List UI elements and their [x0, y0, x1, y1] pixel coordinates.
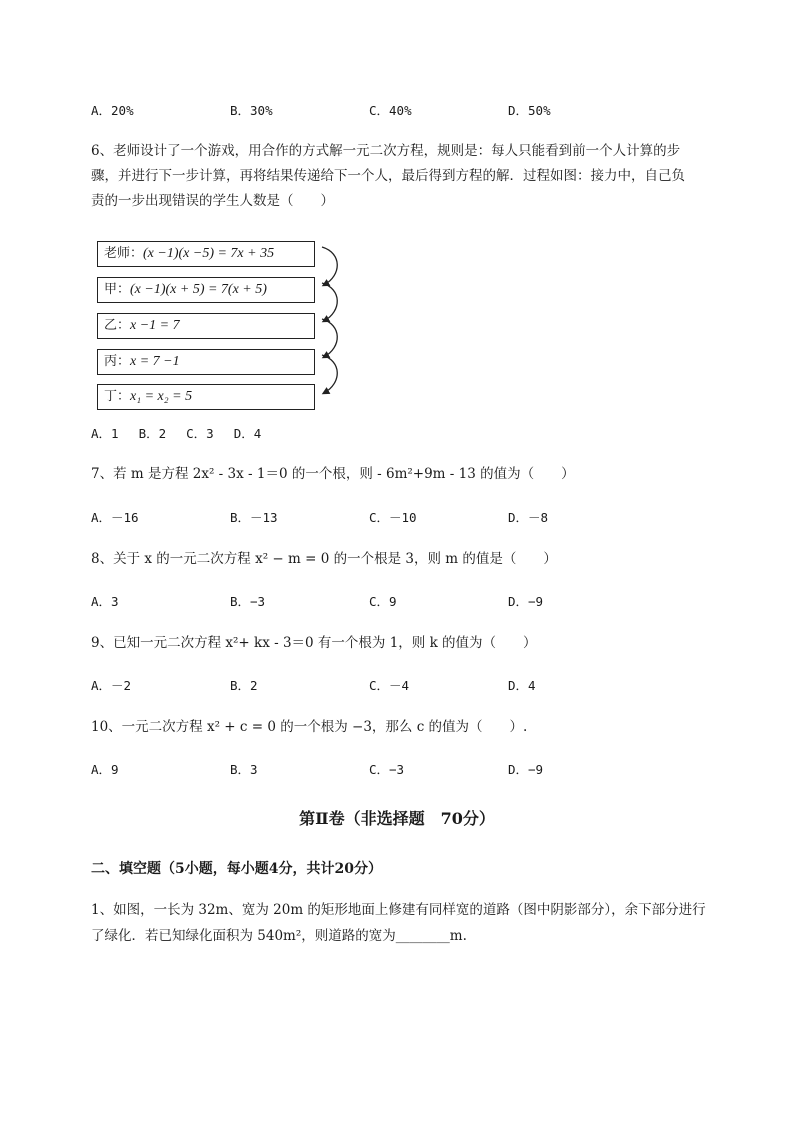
q9-option-a: A．－2: [91, 678, 132, 693]
section-title: 第Ⅱ卷（非选择题 70分）: [299, 809, 495, 828]
q6-stem-line-3: 责的一步出现错误的学生人数是（ ）: [91, 193, 334, 209]
q8-option-c: C．9: [369, 594, 397, 609]
q8-option-a: A．3: [91, 594, 119, 609]
q7-stem: 7、若 m 是方程 2x² - 3x - 1＝0 的一个根，则 - 6m²+9m - 13 的值为（ ）: [91, 466, 575, 482]
q5-option-d: D．50%: [508, 103, 551, 118]
q7-option-c: C．－10: [369, 510, 417, 525]
q7-option-d: D．－8: [508, 510, 549, 525]
step-jia: [97, 277, 315, 303]
q7-option-b: B．－13: [230, 510, 278, 525]
q7-option-a: A．－16: [91, 510, 139, 525]
step-teacher: [97, 241, 315, 267]
step-bing: [97, 349, 315, 375]
q10-option-c: C．−3: [369, 762, 405, 777]
step-ding-expr: x₁ = x₂ = 5: [130, 389, 193, 404]
step-yi-expr: x −1 = 7: [130, 318, 180, 333]
step-bing-expr: x = 7 −1: [130, 354, 180, 369]
q8-stem: 8、关于 x 的一元二次方程 x² − m = 0 的一个根是 3，则 m 的值是（ ）: [91, 551, 557, 567]
q5-option-c: C．40%: [369, 103, 412, 118]
q5-option-b: B．30%: [230, 103, 273, 118]
section-subtitle: 二、填空题（5小题，每小题4分，共计20分）: [91, 861, 382, 877]
q6-stem-line-2: 骤，并进行下一步计算，再将结果传递给下一个人，最后得到方程的解．过程如图：接力中，自己负: [91, 168, 685, 184]
relay-arrows: [318, 245, 358, 415]
q9-option-d: D．4: [508, 678, 536, 693]
fill1-stem-line-1: 1、如图，一长为 32m、宽为 20m 的矩形地面上修建有同样宽的道路（图中阴影部分），余下部分进行: [91, 902, 706, 918]
arrow-1: [322, 247, 337, 285]
q6-options: A．1 B．2 C．3 D．4: [91, 426, 262, 441]
step-jia-expr: (x −1)(x + 5) = 7(x + 5): [130, 282, 267, 297]
step-teacher-expr: (x −1)(x −5) = 7x + 35: [143, 246, 275, 261]
q10-option-b: B．3: [230, 762, 258, 777]
q6-stem-line-1: 6、老师设计了一个游戏，用合作的方式解一元二次方程，规则是：每人只能看到前一个人计算的步: [91, 143, 681, 159]
step-ding: [97, 384, 315, 410]
arrow-2: [322, 283, 337, 321]
q9-option-b: B．2: [230, 678, 258, 693]
q10-stem: 10、一元二次方程 x² + c = 0 的一个根为 −3，那么 c 的值为（ ）.: [91, 719, 528, 735]
q8-option-d: D．−9: [508, 594, 544, 609]
arrow-4: [322, 355, 337, 393]
arrow-3: [322, 319, 337, 357]
step-ding-label: 丁：: [104, 389, 131, 404]
step-yi-label: 乙：: [104, 318, 131, 333]
step-teacher-label: 老师：: [104, 246, 144, 261]
q9-option-c: C．－4: [369, 678, 410, 693]
q8-option-b: B．−3: [230, 594, 266, 609]
q5-option-a: A．20%: [91, 103, 134, 118]
step-yi: [97, 313, 315, 339]
q9-stem: 9、已知一元二次方程 x²+ kx - 3＝0 有一个根为 1，则 k 的值为（ ）: [91, 635, 537, 651]
step-bing-label: 丙：: [104, 354, 131, 369]
q10-option-a: A．9: [91, 762, 119, 777]
fill1-stem-line-2: 了绿化．若已知绿化面积为 540m²，则道路的宽为________m.: [91, 928, 467, 944]
step-jia-label: 甲：: [104, 282, 131, 297]
q10-option-d: D．−9: [508, 762, 544, 777]
